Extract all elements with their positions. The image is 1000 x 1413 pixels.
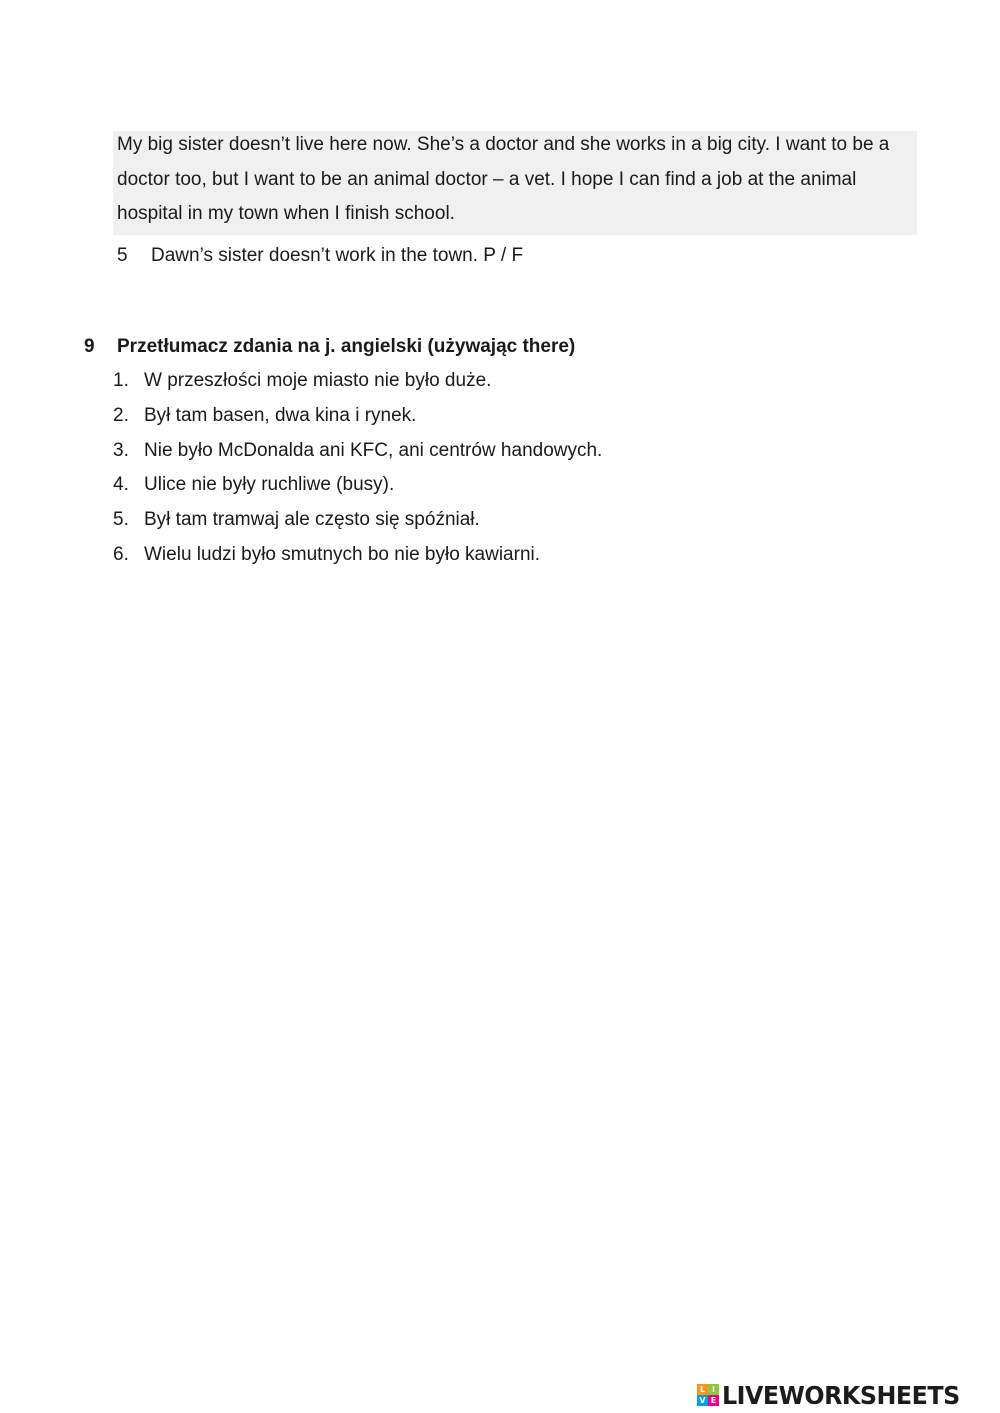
reading-passage-box — [113, 131, 917, 235]
liveworksheets-logo[interactable] — [697, 1378, 972, 1412]
list-item-number: 5. — [113, 509, 129, 531]
list-item — [113, 472, 602, 507]
list-item-text: Wielu ludzi było smutnych bo nie było kawiarni. — [144, 543, 541, 565]
list-item-number: 6. — [113, 543, 129, 565]
logo-wordmark: LIVEWORKSHEETS — [722, 1380, 960, 1410]
true-false-question — [117, 243, 523, 269]
list-item-text: Ulice nie były ruchliwe (busy). — [144, 474, 395, 496]
list-item-number: 4. — [113, 474, 129, 496]
exercise-number: 9 — [84, 336, 95, 357]
liveworksheets-logo-icon: L I V E — [697, 1384, 719, 1406]
list-item-number: 3. — [113, 439, 129, 461]
question-number: 5 — [117, 245, 128, 266]
list-item — [113, 507, 602, 542]
list-item — [113, 438, 602, 473]
exercise-heading — [84, 334, 575, 360]
translation-sentence-list — [113, 368, 602, 577]
list-item — [113, 542, 602, 577]
list-item-number: 2. — [113, 404, 129, 426]
list-item — [113, 368, 602, 403]
reading-passage-text: My big sister doesn’t live here now. She’s a doctor and she works in a big city. I want to be a doctor too, but I want to be an animal doctor – a vet. I hope I can find a job at the animal hospital in my town when I finish school. — [117, 134, 890, 224]
list-item-text: W przeszłości moje miasto nie było duże. — [144, 370, 492, 391]
list-item-number: 1. — [113, 370, 129, 391]
question-text: Dawn’s sister doesn’t work in the town. P / F — [151, 245, 524, 266]
exercise-instruction: Przetłumacz zdania na j. angielski (używając there) — [117, 336, 576, 357]
list-item-text: Był tam tramwaj ale często się spóźniał. — [144, 509, 480, 531]
list-item-text: Był tam basen, dwa kina i rynek. — [144, 404, 417, 426]
list-item — [113, 403, 602, 438]
list-item-text: Nie było McDonalda ani KFC, ani centrów handowych. — [144, 439, 603, 461]
